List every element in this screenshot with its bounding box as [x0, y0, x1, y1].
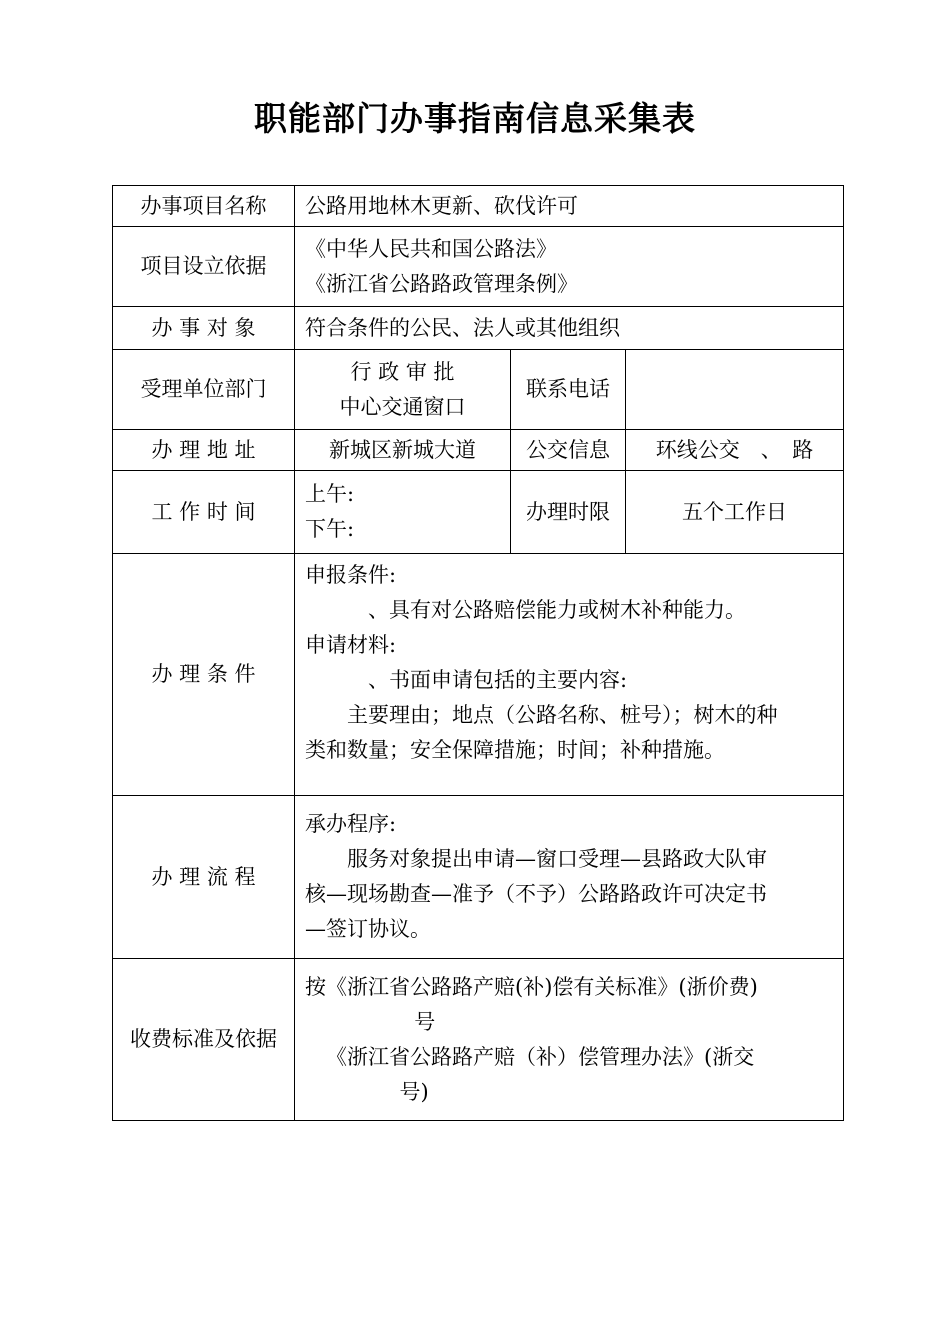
hours-afternoon: 下午:: [305, 517, 355, 541]
row-item-name: [113, 186, 844, 227]
limit-label: 办理时限: [511, 471, 626, 554]
dept-line-1: 行 政 审 批: [350, 359, 455, 384]
phone-value: [626, 350, 844, 430]
row-fees: [113, 959, 844, 1121]
process-line-4: —签订协议。: [305, 917, 431, 941]
fees-value: [295, 959, 844, 1121]
row-basis: [113, 227, 844, 307]
conditions-line-6: 类和数量；安全保障措施；时间；补种措施。: [305, 738, 725, 762]
page-title: 职能部门办事指南信息采集表: [254, 99, 696, 138]
conditions-line-5: 主要理由；地点（公路名称、桩号）；树木的种: [347, 703, 778, 727]
hours-label: 工 作 时 间: [113, 471, 295, 554]
row-dept: [113, 350, 844, 430]
dept-value: [295, 350, 511, 430]
item-name-label: 办事项目名称: [113, 186, 295, 227]
basis-label: 项目设立依据: [113, 227, 295, 307]
process-line-3: 核—现场勘查—准予（不予）公路路政许可决定书: [305, 882, 767, 906]
row-target: [113, 307, 844, 350]
address-value: 新城区新城大道: [295, 430, 511, 471]
target-label: 办 事 对 象: [113, 307, 295, 350]
process-line-2: 服务对象提出申请—窗口受理—县路政大队审: [347, 847, 767, 871]
fees-line-3: 《浙江省公路路产赔（补）偿管理办法》(浙交: [326, 1044, 755, 1069]
row-address: [113, 430, 844, 471]
info-table: [112, 185, 844, 1121]
row-hours: [113, 471, 844, 554]
process-line-1: 承办程序:: [305, 812, 397, 836]
bus-value: 环线公交 、 路: [626, 430, 844, 471]
target-value: 符合条件的公民、法人或其他组织: [295, 307, 844, 350]
item-name-value: 公路用地林木更新、砍伐许可: [295, 186, 844, 227]
basis-value: [295, 227, 844, 307]
fees-line-2: 号: [414, 1009, 436, 1034]
bus-label: 公交信息: [511, 430, 626, 471]
fees-line-1: 按《浙江省公路路产赔(补)偿有关标准》(浙价费): [305, 974, 758, 999]
address-label: 办 理 地 址: [113, 430, 295, 471]
hours-value: [295, 471, 511, 554]
row-conditions: [113, 554, 844, 796]
basis-line-2: 《浙江省公路路政管理条例》: [305, 271, 578, 296]
limit-value: 五个工作日: [626, 471, 844, 554]
conditions-label: 办 理 条 件: [113, 554, 295, 796]
conditions-line-4: 、书面申请包括的主要内容:: [368, 668, 628, 692]
fees-line-4: 号): [399, 1079, 429, 1104]
fees-label: 收费标准及依据: [113, 959, 295, 1121]
phone-label: 联系电话: [511, 350, 626, 430]
process-label: 办 理 流 程: [113, 796, 295, 959]
process-value: [295, 796, 844, 959]
dept-line-2: 中心交通窗口: [339, 394, 466, 419]
conditions-value: [295, 554, 844, 796]
basis-line-1: 《中华人民共和国公路法》: [305, 236, 557, 261]
hours-morning: 上午:: [305, 482, 355, 506]
conditions-line-1: 申报条件:: [305, 563, 397, 587]
conditions-line-2: 、具有对公路赔偿能力或树木补种能力。: [368, 598, 746, 622]
row-process: [113, 796, 844, 959]
conditions-line-3: 申请材料:: [305, 633, 397, 657]
dept-label: 受理单位部门: [113, 350, 295, 430]
